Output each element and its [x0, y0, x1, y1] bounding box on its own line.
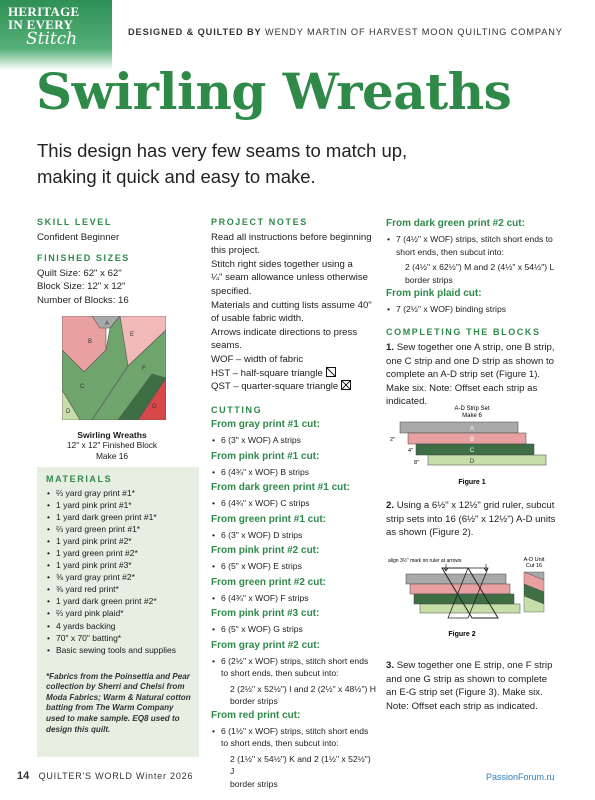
designer-prefix: DESIGNED & QUILTED BY [128, 27, 262, 37]
note-line: Stitch right sides together using a [211, 258, 353, 270]
step-3-number: 3. [386, 660, 395, 671]
cut-heading: From pink print #1 cut: [211, 450, 320, 462]
cut-heading: From pink plaid cut: [386, 288, 482, 299]
column-middle [211, 216, 377, 790]
material-item: • 4 yards backing [46, 620, 191, 632]
step-3-block [386, 657, 558, 718]
block-label-d: D [66, 409, 71, 415]
subtitle-line1: This design has very few seams to match up, [37, 140, 408, 161]
strip-label-d: D [469, 459, 475, 465]
note-line: ¼" seam allowance unless otherwise [211, 272, 368, 284]
cut-item: • 6 (4¾" x WOF) B strips [211, 466, 377, 479]
material-item: • 1 yard dark green print #2* [46, 595, 191, 607]
fig2-strip-a [406, 574, 506, 584]
material-item: • ⅔ yard pink plaid* [46, 607, 191, 619]
issue-label: Winter 2026 [135, 771, 194, 781]
cut-item: • 6 (3" x WOF) D strips [211, 529, 377, 542]
cut-sub: border strips [230, 696, 278, 707]
material-item: • 70" x 70" batting* [46, 632, 191, 644]
badge-line1: HERITAGE [8, 4, 80, 19]
cut-item: • 6 (2½" x WOF) strips, stitch short ends to short ends, then subcut into: [211, 655, 377, 680]
cut-sub: border strips [405, 274, 453, 285]
strip-label-c: C [469, 448, 475, 454]
cut-heading: From gray print #1 cut: [211, 419, 320, 431]
designer-credit [128, 27, 563, 37]
cut-heading: From pink print #3 cut: [211, 608, 320, 620]
note-line: of usable fabric width. [211, 313, 304, 325]
step-3-text: Sew together one E strip, one F strip and one G strip as shown to complete an E-G strip set (Figure 3). Make six. Note: Offset each strip as indicated. [386, 660, 553, 712]
step-3 [386, 659, 558, 713]
block-caption-make: Make 16 [95, 450, 129, 461]
page-title: Swirling Wreaths [36, 62, 512, 121]
cut-item: • 6 (3" x WOF) A strips [211, 434, 377, 447]
cut-sub: 2 (1½" x 54½") K and 2 (1½" x 52½") J [230, 753, 371, 777]
material-item: • ⅔ yard green print #1* [46, 523, 191, 535]
block-label-f: F [142, 366, 146, 372]
subtitle-line2: making it quick and easy to make. [37, 166, 316, 187]
cut-item: • 7 (4½" x WOF) strips, stitch short ends to short ends, then subcut into: [386, 233, 558, 258]
figure-1-make: Make 6 [462, 413, 482, 419]
material-item: • 1 yard pink print #3* [46, 559, 191, 571]
skill-value: Confident Beginner [37, 231, 120, 243]
hst-line [211, 367, 377, 381]
note-line: this project. [211, 245, 261, 257]
figure-2-unit-label: A-D Unit [523, 557, 545, 563]
cut-heading: From green print #1 cut: [211, 513, 327, 525]
note-line: seams. [211, 340, 242, 352]
note-line: Arrows indicate directions to press [211, 326, 358, 338]
cut-heading: From pink print #2 cut: [211, 545, 320, 557]
cut-heading: From red print cut: [211, 709, 301, 721]
block-caption-title: Swirling Wreaths [77, 430, 147, 440]
cut-heading: From dark green print #1 cut: [211, 482, 350, 494]
figure-1-caption: Figure 1 [458, 479, 486, 486]
offset-label-1: 2" [390, 437, 396, 443]
step-2-text: Using a 6½" x 12½" grid ruler, subcut strip sets into 16 (6½" x 12½") A-D units as shown (Figure 2). [386, 500, 556, 539]
qst-text: QST – quarter-square triangle [211, 381, 339, 393]
qst-line [211, 380, 377, 394]
column-left [37, 216, 197, 308]
page-footer [17, 770, 193, 782]
cut-sub: border strips [230, 778, 278, 789]
note-line: Materials and cutting lists assume 40" [211, 299, 372, 311]
badge-line2: IN EVERY [8, 17, 74, 32]
step-2 [386, 499, 558, 540]
cut-item: • 6 (4¾" x WOF) F strips [211, 592, 377, 605]
block-caption-size: 12" x 12" Finished Block [66, 440, 158, 451]
note-line: WOF – width of fabric [211, 353, 304, 365]
badge-line3: Stitch [26, 29, 78, 49]
project-notes-heading: PROJECT NOTES [211, 217, 308, 227]
materials-box [37, 467, 199, 757]
cut-sub: 2 (2½" x 52½") I and 2 (2½" x 48½") H [230, 683, 376, 694]
material-item: • Basic sewing tools and supplies [46, 644, 191, 656]
block-label-g: G [152, 404, 157, 410]
block-count: Number of Blocks: 16 [37, 294, 129, 306]
step-2-number: 2. [386, 500, 395, 511]
note-line: specified. [211, 285, 252, 297]
fig2-strip-c [414, 594, 514, 604]
step-1 [386, 341, 558, 409]
material-item: • ⅜ yard gray print #2* [46, 571, 191, 583]
ad-unit [524, 572, 544, 612]
cut-item: • 7 (2½" x WOF) binding strips [386, 303, 558, 316]
offset-label-2: 4" [408, 448, 414, 454]
step-1-text: Sew together one A strip, one B strip, one C strip and one D strip as shown to complete an A-D strip set (Figure 1). Make six. Note: Offset each strip as indicated. [386, 342, 555, 408]
column-right [386, 216, 558, 414]
cut-heading: From gray print #2 cut: [211, 639, 320, 651]
strip-label-b: B [469, 437, 475, 443]
figure-2 [386, 554, 558, 644]
page-number: 14 [17, 770, 30, 782]
hst-text: HST – half-square triangle [211, 367, 323, 379]
figure-2-note: align 3½" mark on ruler at arrows [388, 558, 462, 564]
magazine-name: QUILTER'S WORLD [38, 771, 133, 781]
material-item: • 1 yard pink print #1* [46, 499, 191, 511]
strip-d [428, 455, 546, 465]
qst-icon [341, 380, 351, 390]
completing-heading: COMPLETING THE BLOCKS [386, 326, 541, 337]
block-label-e: E [130, 332, 135, 338]
figure-1 [386, 402, 558, 492]
block-caption [37, 430, 187, 461]
cut-item: • 6 (1½" x WOF) strips, stitch short ends to short ends, then subcut into: [211, 725, 377, 750]
strip-c [416, 444, 534, 455]
skill-heading: SKILL LEVEL [37, 217, 112, 227]
watermark: PassionForum.ru [486, 772, 555, 782]
block-label-b: B [88, 339, 93, 345]
material-item: • 1 yard pink print #2* [46, 535, 191, 547]
strip-a [400, 422, 518, 433]
cut-item: • 6 (5" x WOF) G strips [211, 623, 377, 636]
cut-sub: 2 (4½" x 62½") M and 2 (4½" x 54½") L [405, 262, 555, 272]
figure-1-label: A-D Strip Set [454, 406, 490, 412]
designer-name: WENDY MARTIN OF HARVEST MOON QUILTING COMPANY [265, 27, 563, 37]
materials-heading: MATERIALS [46, 474, 113, 484]
cut-item: • 6 (4¾" x WOF) C strips [211, 497, 377, 510]
material-item: • ⅔ yard gray print #1* [46, 487, 191, 499]
cutting-heading: CUTTING [211, 404, 263, 415]
finished-heading: FINISHED SIZES [37, 253, 130, 264]
material-item: • 1 yard green print #2* [46, 547, 191, 559]
block-label-a: A [105, 321, 110, 327]
heritage-badge [0, 0, 112, 70]
offset-label-3: 8" [414, 460, 420, 466]
quilt-size: Quilt Size: 62" x 62" [37, 267, 122, 279]
block-diagram [62, 316, 166, 420]
block-label-c: C [80, 384, 85, 390]
subtitle [37, 138, 457, 190]
fig2-strip-d [420, 604, 520, 613]
strip-label-a: A [469, 426, 475, 432]
strip-b [408, 433, 526, 444]
block-size: Block Size: 12" x 12" [37, 281, 126, 293]
material-item: • ⅜ yard red print* [46, 583, 191, 595]
figure-2-caption: Figure 2 [448, 631, 476, 638]
cut-item: • 6 (5" x WOF) E strips [211, 560, 377, 573]
hst-icon [326, 367, 336, 377]
materials-note: *Fabrics from the Poinsettia and Pear collection by Sherri and Chelsi from Moda Fabrics; Warm & Natural cotton batting from The Warm Company used to make sample. EQ8 used to design this quilt. [46, 671, 191, 734]
material-item: • 1 yard dark green print #1* [46, 511, 191, 523]
note-line: Read all instructions before beginning [211, 231, 372, 243]
step-1-number: 1. [386, 342, 395, 354]
step-2-block [386, 497, 558, 545]
cut-heading: From dark green print #2 cut: [386, 218, 525, 229]
figure-2-unit-make: Cut 16 [525, 563, 543, 569]
cut-heading: From green print #2 cut: [211, 576, 327, 588]
